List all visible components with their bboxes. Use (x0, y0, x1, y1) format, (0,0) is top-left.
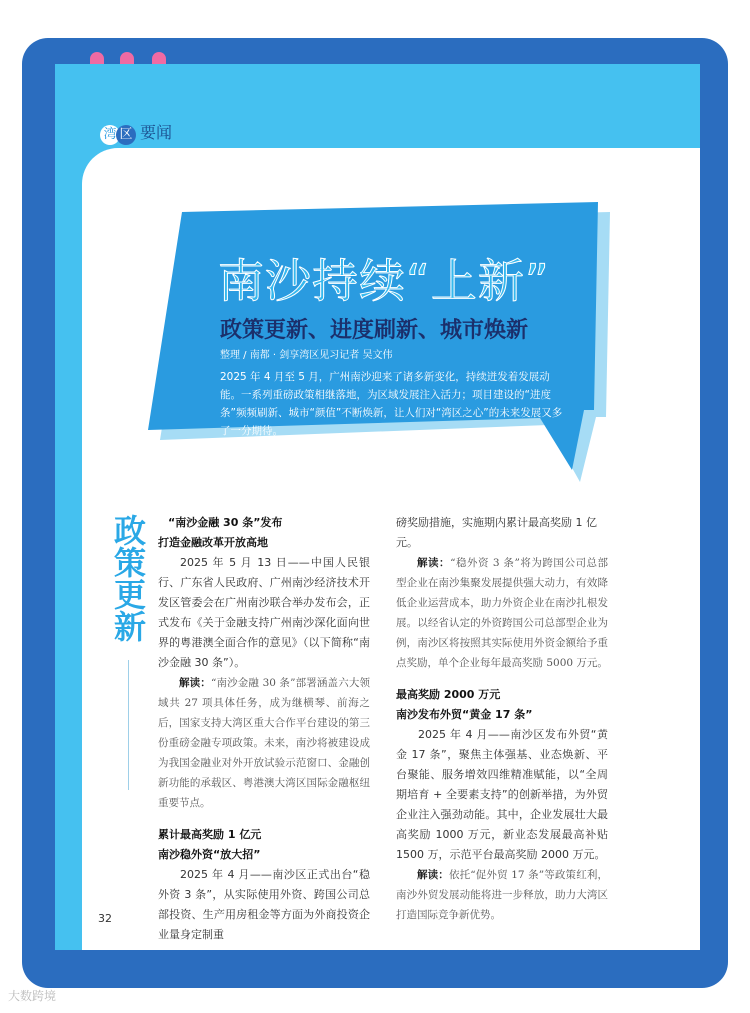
vertical-rule (128, 660, 129, 790)
page-number: 32 (98, 912, 112, 925)
heading: 南沙稳外资“放大招” (158, 848, 261, 861)
note-text: “稳外资 3 条”将为跨国公司总部型企业在南沙集聚发展提供强大动力，有效降低企业运营成本，助力外资企业在南沙扎根发展。以经省认定的外资跨国公司总部型企业为例，南沙区将按照其实际使用外资金额给予重点奖励，单个企业每年最高奖励 5000 万元。 (396, 557, 609, 669)
vertical-char: 策 (113, 544, 146, 582)
note-text: 依托“促外贸 17 条”等政策红利，南沙外贸发展动能将进一步释放，助力大湾区打造国际竞争新优势。 (396, 869, 608, 921)
note-paragraph (158, 673, 370, 813)
intro-paragraph: 2025 年 4 月至 5 月，广州南沙迎来了诸多新变化，持续迸发着发展动能。一系列重磅政策相继落地，为区域发展注入活力；项目建设的“进度条”频频刷新、城市“颜值”不断焕新，让人们对“湾区之心”的未来发展又多了一分期待。 (220, 371, 563, 437)
watermark: 大数跨境 (8, 989, 57, 1003)
byline: 整理 / 南都 · 剑享湾区见习记者 吴文伟 (220, 350, 393, 361)
note-text: “南沙金融 30 条”部署涵盖六大领域共 27 项具体任务，成为继横琴、前海之后，国家支持大湾区重大合作平台建设的第三份重磅金融专项政策。未来，南沙将被建设成为我国金融业对外开放试验示范窗口、金融创新功能的承载区、粤港澳大湾区国际金融枢纽重要节点。 (158, 677, 370, 809)
paragraph: 2025 年 5 月 13 日——中国人民银行、广东省人民政府、广州南沙经济技术开发区管委会在广州南沙联合举办发布会，正式发布《关于金融支持广州南沙深化面向世界的粤港澳全面合作的意见》（以下简称“南沙金融 30 条”）。 (158, 556, 370, 669)
note-paragraph (396, 865, 608, 925)
article-subtitle: 政策更新、进度刷新、城市焕新 (220, 318, 529, 343)
section-badge-2: 区 (116, 125, 136, 145)
paragraph: 磅奖励措施，实施期内累计最高奖励 1 亿元。 (396, 516, 597, 549)
heading: “南沙金融 30 条”发布 (168, 516, 283, 529)
article-title: 南沙持续“上新” (218, 254, 550, 308)
note-paragraph (396, 553, 608, 673)
heading: 南沙发布外贸“黄金 17 条” (396, 708, 533, 721)
paragraph: 2025 年 4 月——南沙区正式出台“稳外资 3 条”，从实际使用外资、跨国公司总部投资、生产用房租金等方面为外商投资企业量身定制重 (158, 868, 370, 941)
heading: 最高奖励 2000 万元 (396, 688, 501, 701)
vertical-char: 政 (113, 512, 146, 550)
vertical-char: 更 (113, 576, 146, 614)
right-column (396, 513, 608, 925)
heading: 累计最高奖励 1 亿元 (158, 828, 262, 841)
note-label: 解读： (179, 677, 211, 689)
heading: 打造金融改革开放高地 (158, 536, 268, 549)
vertical-section-label (110, 512, 150, 646)
section-label: 要闻 (140, 123, 173, 142)
note-label: 解读： (417, 557, 451, 569)
section-badge-1: 湾 (100, 125, 120, 145)
left-column (158, 513, 370, 945)
paragraph: 2025 年 4 月——南沙区发布外贸“黄金 17 条”，聚焦主体强基、业态焕新、平台聚能、服务增效四维精准赋能，以“全周期培育 + 全要素支持”的创新举措，为外贸企业注入强劲动能。其中，企业发展壮大最高奖励 1000 万元，新业态发展最高补贴 1500 万，示范平台最高奖励 2000 万元。 (396, 728, 608, 861)
vertical-char: 新 (113, 608, 146, 646)
note-label: 解读： (417, 869, 449, 881)
